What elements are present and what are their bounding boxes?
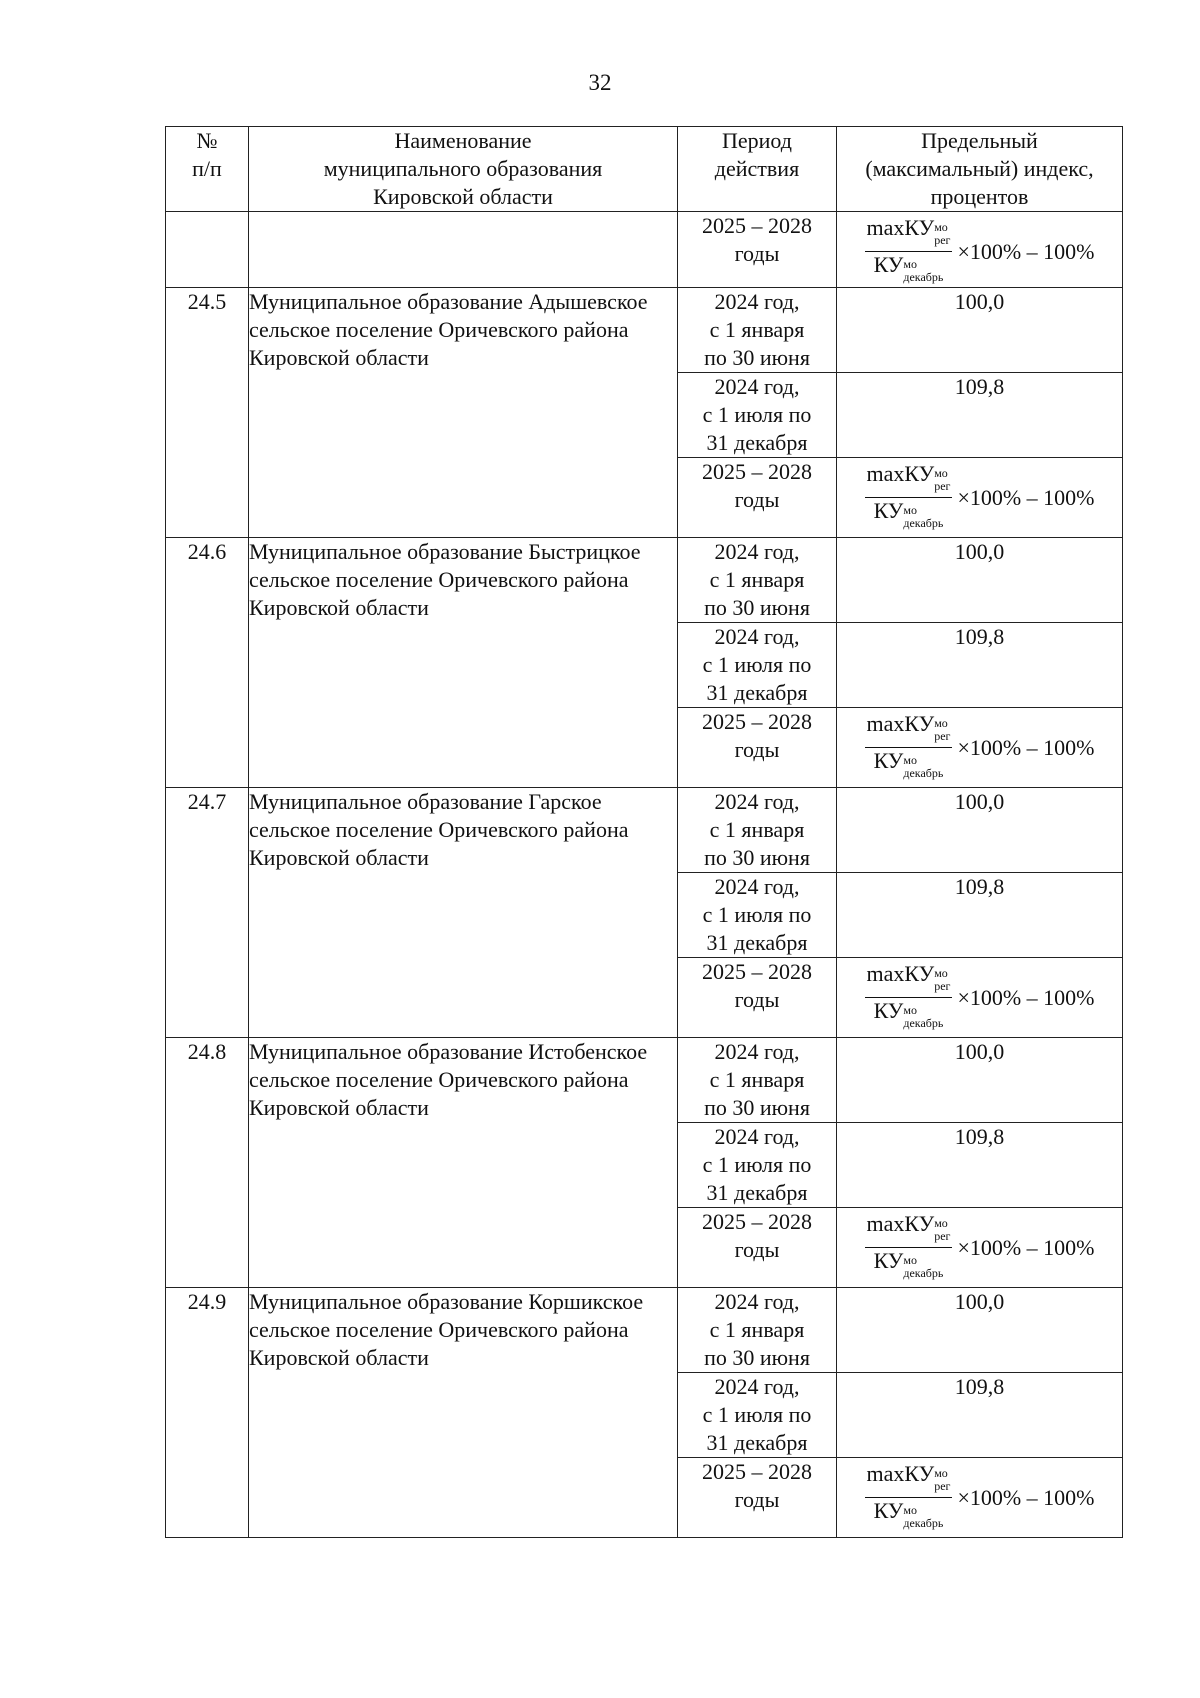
- formula-denominator-sup: мо: [903, 1503, 917, 1517]
- cell-num: 24.5: [166, 288, 249, 538]
- formula-denominator: [872, 1248, 946, 1283]
- formula-denominator: [872, 498, 946, 533]
- formula-denominator-sup: мо: [903, 1003, 917, 1017]
- formula-numerator-sup: мо: [934, 466, 948, 480]
- formula-denominator-sup: мо: [903, 503, 917, 517]
- formula-numerator-sup: мо: [934, 966, 948, 980]
- formula-denominator: [872, 998, 946, 1033]
- header-name: Наименование муниципального образования Кировской области: [249, 127, 678, 212]
- formula-denominator-main: КУ: [873, 998, 904, 1023]
- cell-index-value: 109,8: [837, 373, 1123, 458]
- formula-numerator-sub: рег: [934, 233, 951, 247]
- cell-period: 2024 год, с 1 июля по 31 декабря: [678, 373, 837, 458]
- table-body: [166, 212, 1123, 1538]
- formula-denominator-sub: декабрь: [903, 1266, 944, 1280]
- formula-numerator-sub: рег: [934, 729, 951, 743]
- cell-num: [166, 212, 249, 288]
- cell-index-formula: [837, 458, 1123, 538]
- cell-period: 2024 год, с 1 июля по 31 декабря: [678, 873, 837, 958]
- formula-numerator-sub: рег: [934, 1479, 951, 1493]
- formula-numerator: [865, 1462, 953, 1498]
- formula-numerator-sub: рег: [934, 1229, 951, 1243]
- index-table: [165, 126, 1123, 1538]
- cell-index-value: 100,0: [837, 288, 1123, 373]
- formula-numerator: [865, 712, 953, 748]
- header-num: № п/п: [166, 127, 249, 212]
- formula-numerator-main: maxКУ: [866, 711, 935, 736]
- table-row: [166, 1038, 1123, 1123]
- cell-period: 2025 – 2028 годы: [678, 212, 837, 288]
- formula-tail: ×100% – 100%: [957, 734, 1095, 760]
- index-formula: [865, 962, 1095, 1033]
- formula-numerator-indices: [934, 466, 951, 496]
- formula-numerator-sup: мо: [934, 716, 948, 730]
- formula-numerator-indices: [934, 1216, 951, 1246]
- cell-index-value: 100,0: [837, 538, 1123, 623]
- formula-numerator-sub: рег: [934, 979, 951, 993]
- cell-name: Муниципальное образование Гарское сельское поселение Оричевского района Кировской области: [249, 788, 678, 1038]
- table-row: [166, 788, 1123, 873]
- formula-numerator-sup: мо: [934, 1466, 948, 1480]
- page-number: 32: [588, 70, 612, 95]
- cell-period: 2025 – 2028 годы: [678, 958, 837, 1038]
- cell-index-formula: [837, 212, 1123, 288]
- formula-numerator-sup: мо: [934, 220, 948, 234]
- formula-numerator-main: maxКУ: [866, 1461, 935, 1486]
- cell-num: 24.7: [166, 788, 249, 1038]
- cell-name: Муниципальное образование Коршикское сельское поселение Оричевского района Кировской области: [249, 1288, 678, 1538]
- cell-name: [249, 212, 678, 288]
- cell-num: 24.9: [166, 1288, 249, 1538]
- formula-numerator-main: maxКУ: [866, 461, 935, 486]
- cell-index-value: 109,8: [837, 1373, 1123, 1458]
- cell-period: 2024 год, с 1 января по 30 июня: [678, 788, 837, 873]
- formula-numerator-sup: мо: [934, 1216, 948, 1230]
- header-index: Предельный (максимальный) индекс, процентов: [837, 127, 1123, 212]
- formula-tail: ×100% – 100%: [957, 484, 1095, 510]
- formula-denominator-sub: декабрь: [903, 1016, 944, 1030]
- formula-denominator-main: КУ: [873, 1498, 904, 1523]
- formula-numerator-main: maxКУ: [866, 1211, 935, 1236]
- cell-index-value: 100,0: [837, 1038, 1123, 1123]
- cell-num: 24.8: [166, 1038, 249, 1288]
- cell-period: 2024 год, с 1 июля по 31 декабря: [678, 623, 837, 708]
- index-formula: [865, 712, 1095, 783]
- formula-numerator-indices: [934, 966, 951, 996]
- table-row: [166, 288, 1123, 373]
- formula-denominator-indices: [903, 257, 944, 287]
- cell-period: 2024 год, с 1 января по 30 июня: [678, 1038, 837, 1123]
- formula-tail: ×100% – 100%: [957, 984, 1095, 1010]
- cell-name: Муниципальное образование Адышевское сельское поселение Оричевского района Кировской области: [249, 288, 678, 538]
- formula-denominator-main: КУ: [873, 1248, 904, 1273]
- cell-index-formula: [837, 708, 1123, 788]
- formula-denominator-sub: декабрь: [903, 516, 944, 530]
- cell-index-value: 109,8: [837, 873, 1123, 958]
- index-formula: [865, 216, 1095, 287]
- cell-index-formula: [837, 958, 1123, 1038]
- formula-denominator-indices: [903, 1503, 944, 1533]
- formula-denominator-main: КУ: [873, 498, 904, 523]
- formula-denominator-sub: декабрь: [903, 270, 944, 284]
- cell-period: 2025 – 2028 годы: [678, 458, 837, 538]
- formula-denominator: [872, 1498, 946, 1533]
- formula-fraction: [865, 216, 953, 287]
- formula-denominator: [872, 252, 946, 287]
- formula-numerator: [865, 962, 953, 998]
- cell-index-value: 100,0: [837, 788, 1123, 873]
- formula-numerator-main: maxКУ: [866, 215, 935, 240]
- cell-period: 2025 – 2028 годы: [678, 1458, 837, 1538]
- formula-numerator: [865, 216, 953, 252]
- formula-denominator-indices: [903, 503, 944, 533]
- table-row: [166, 1288, 1123, 1373]
- cell-num: 24.6: [166, 538, 249, 788]
- formula-fraction: [865, 1462, 953, 1533]
- formula-denominator-main: КУ: [873, 252, 904, 277]
- header-period: Период действия: [678, 127, 837, 212]
- cell-index-value: 109,8: [837, 623, 1123, 708]
- table-row: [166, 538, 1123, 623]
- cell-period: 2024 год, с 1 января по 30 июня: [678, 288, 837, 373]
- table-row-continuation: [166, 212, 1123, 288]
- formula-denominator-main: КУ: [873, 748, 904, 773]
- formula-numerator-indices: [934, 220, 951, 250]
- formula-denominator-indices: [903, 753, 944, 783]
- cell-period: 2024 год, с 1 июля по 31 декабря: [678, 1123, 837, 1208]
- formula-denominator: [872, 748, 946, 783]
- formula-tail: ×100% – 100%: [957, 1484, 1095, 1510]
- formula-denominator-sub: декабрь: [903, 766, 944, 780]
- formula-tail: ×100% – 100%: [957, 1234, 1095, 1260]
- formula-fraction: [865, 462, 953, 533]
- cell-index-formula: [837, 1458, 1123, 1538]
- formula-numerator-indices: [934, 1466, 951, 1496]
- table-header-row: [166, 127, 1123, 212]
- cell-index-value: 109,8: [837, 1123, 1123, 1208]
- index-formula: [865, 462, 1095, 533]
- cell-period: 2025 – 2028 годы: [678, 1208, 837, 1288]
- formula-numerator: [865, 1212, 953, 1248]
- formula-numerator-main: maxКУ: [866, 961, 935, 986]
- formula-numerator: [865, 462, 953, 498]
- formula-fraction: [865, 962, 953, 1033]
- cell-period: 2024 год, с 1 июля по 31 декабря: [678, 1373, 837, 1458]
- formula-fraction: [865, 712, 953, 783]
- formula-denominator-sup: мо: [903, 753, 917, 767]
- formula-tail: ×100% – 100%: [957, 238, 1095, 264]
- cell-name: Муниципальное образование Быстрицкое сельское поселение Оричевского района Кировской области: [249, 538, 678, 788]
- cell-index-value: 100,0: [837, 1288, 1123, 1373]
- cell-index-formula: [837, 1208, 1123, 1288]
- cell-period: 2024 год, с 1 января по 30 июня: [678, 1288, 837, 1373]
- formula-numerator-indices: [934, 716, 951, 746]
- formula-denominator-sup: мо: [903, 257, 917, 271]
- cell-period: 2025 – 2028 годы: [678, 708, 837, 788]
- index-formula: [865, 1212, 1095, 1283]
- formula-denominator-indices: [903, 1253, 944, 1283]
- formula-fraction: [865, 1212, 953, 1283]
- formula-denominator-sup: мо: [903, 1253, 917, 1267]
- cell-name: Муниципальное образование Истобенское сельское поселение Оричевского района Кировской области: [249, 1038, 678, 1288]
- cell-period: 2024 год, с 1 января по 30 июня: [678, 538, 837, 623]
- formula-denominator-indices: [903, 1003, 944, 1033]
- formula-numerator-sub: рег: [934, 479, 951, 493]
- formula-denominator-sub: декабрь: [903, 1516, 944, 1530]
- index-formula: [865, 1462, 1095, 1533]
